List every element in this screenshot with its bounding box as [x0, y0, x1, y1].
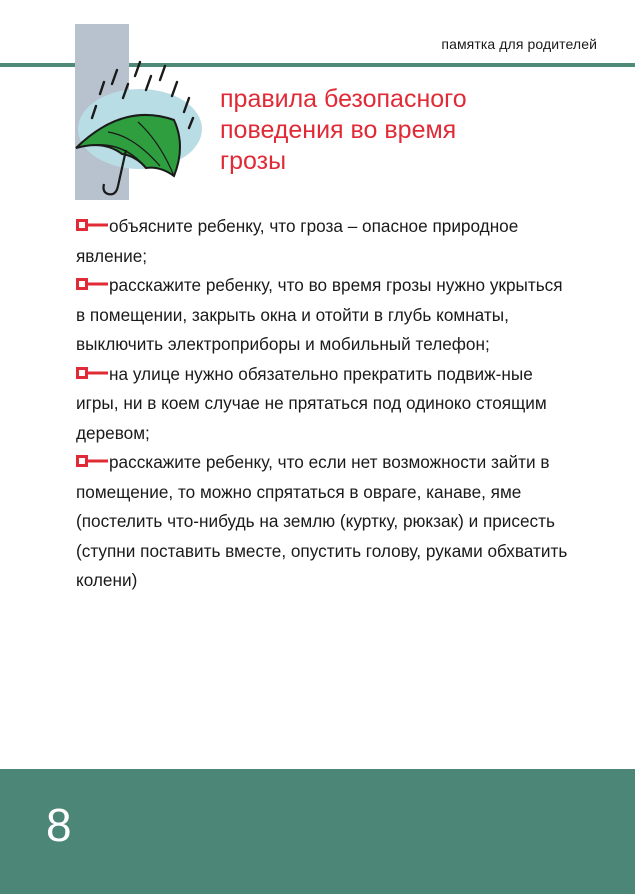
list-item [76, 271, 576, 360]
list-item [76, 448, 576, 596]
key-bullet-icon [76, 455, 109, 467]
rule-text: расскажите ребенку, что если нет возможности зайти в помещение, то можно спрятаться в овраге, канаве, яме (постелить что-нибудь на землю (куртку, рюкзак) и присесть (ступни поставить вместе, опустить голову, руками обхватить колени) [76, 452, 568, 590]
footer-band [0, 769, 635, 894]
rule-text: объясните ребенку, что гроза – опасное природное явление; [76, 216, 519, 266]
rule-text: на улице нужно обязательно прекратить подвиж-ные игры, ни в коем случае не прятаться под одиноко стоящим деревом; [76, 363, 547, 443]
key-bullet-icon [76, 219, 109, 231]
key-bullet-icon [76, 278, 109, 290]
title-line: правила безопасного [220, 85, 467, 113]
rules-list [76, 212, 576, 596]
title-line: поведения во время [220, 116, 457, 144]
key-bullet-icon [76, 367, 109, 379]
umbrella-in-rain-icon [68, 24, 208, 204]
title-line: грозы [220, 147, 287, 175]
page-title [220, 84, 580, 177]
header-label: памятка для родителей [441, 36, 597, 52]
list-item [76, 360, 576, 449]
rule-text: расскажите ребенку, что во время грозы нужно укрыться в помещении, закрыть окна и отойти в глубь комнаты, выключить электроприборы и мобильный телефон; [76, 275, 563, 354]
list-item [76, 212, 576, 271]
page-number: 8 [46, 799, 72, 851]
